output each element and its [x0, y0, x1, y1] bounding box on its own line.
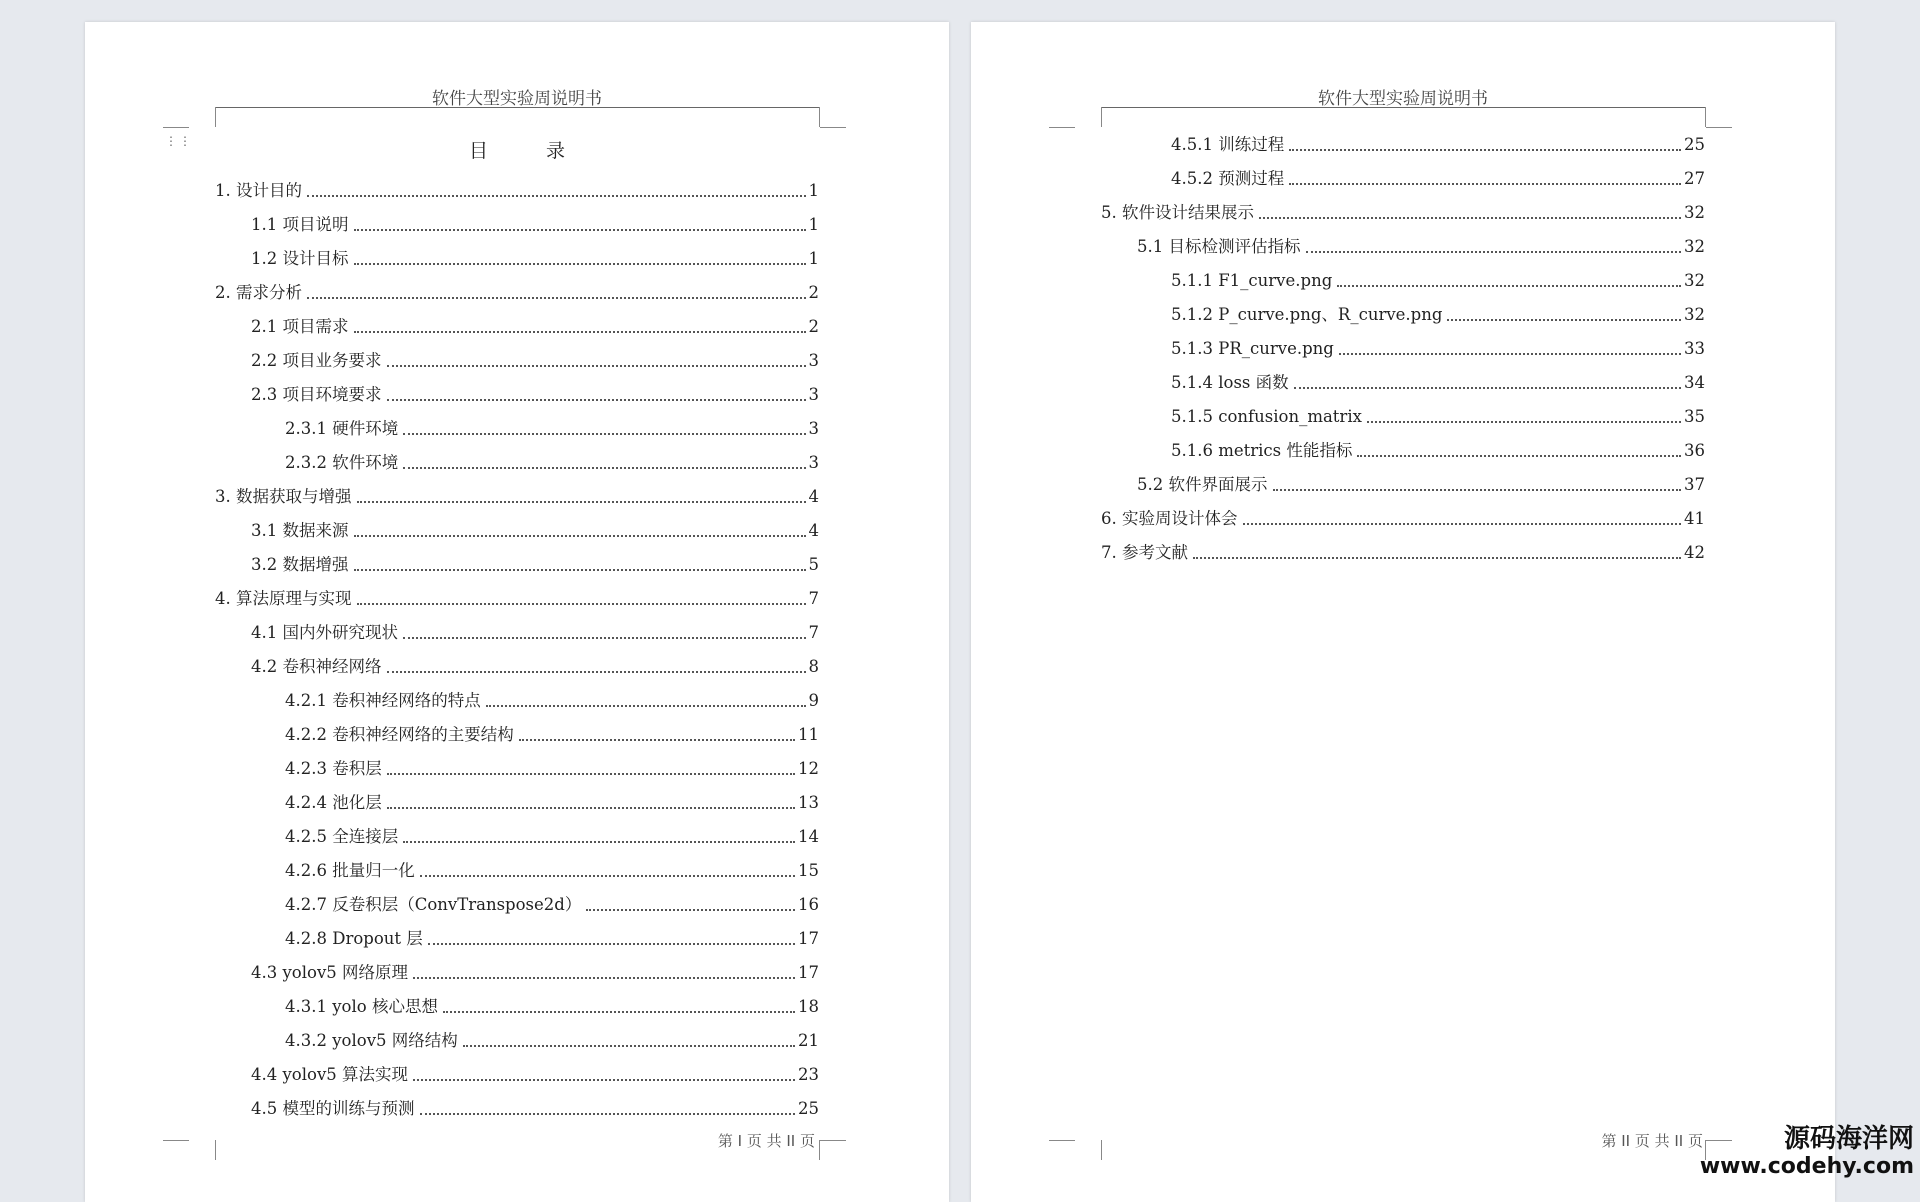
toc-entry-title: 5. 软件设计结果展示: [1101, 203, 1254, 222]
toc-dot-leader: [1259, 216, 1681, 219]
toc-entry[interactable]: [251, 654, 819, 678]
toc-dot-leader: [519, 738, 795, 741]
crop-mark-top-left: [189, 107, 216, 127]
toc-dot-leader: [403, 840, 795, 843]
toc-entry-page-number: 42: [1684, 543, 1705, 562]
toc-entry-title: 2.3 项目环境要求: [251, 385, 382, 404]
toc-entry-title: 3. 数据获取与增强: [215, 487, 352, 506]
toc-entry-page-number: 36: [1684, 441, 1705, 460]
toc-entry-title: 7. 参考文献: [1101, 543, 1188, 562]
watermark-line-2: www.codehy.com: [1699, 1154, 1914, 1179]
toc-entry[interactable]: [251, 314, 819, 338]
toc-entry[interactable]: [251, 518, 819, 542]
crop-mark-bottom-right: [819, 1140, 846, 1160]
document-page-1[interactable]: [85, 22, 949, 1202]
toc-entry[interactable]: [251, 382, 819, 406]
toc-entry-page-number: 7: [808, 623, 819, 642]
toc-entry-page-number: 25: [798, 1099, 819, 1118]
toc-entry[interactable]: [251, 620, 819, 644]
toc-entry-page-number: 1: [808, 215, 819, 234]
crop-mark-bottom-left: [1075, 1140, 1102, 1160]
toc-entry-title: 5.1.6 metrics 性能指标: [1171, 441, 1353, 460]
toc-entry-page-number: 11: [798, 725, 819, 744]
toc-entry[interactable]: [1101, 540, 1705, 564]
toc-entry-title: 1. 设计目的: [215, 181, 302, 200]
toc-entry-title: 2.1 项目需求: [251, 317, 349, 336]
toc-entry-page-number: 3: [808, 453, 819, 472]
toc-entry-title: 4.2.4 池化层: [285, 793, 382, 812]
toc-entry[interactable]: [285, 688, 819, 712]
toc-dot-leader: [486, 704, 806, 707]
toc-entry-page-number: 34: [1684, 373, 1705, 392]
page-footer: 第 I 页 共 II 页: [717, 1132, 815, 1150]
toc-entry-title: 4.5 模型的训练与预测: [251, 1099, 415, 1118]
toc-entry[interactable]: [1171, 302, 1705, 326]
toc-dot-leader: [1339, 352, 1681, 355]
toc-entry-title: 4.2.2 卷积神经网络的主要结构: [285, 725, 514, 744]
toc-entry-page-number: 37: [1684, 475, 1705, 494]
toc-entry-page-number: 5: [808, 555, 819, 574]
table-move-handle-icon[interactable]: ⋮⋮: [165, 134, 193, 148]
toc-dot-leader: [586, 908, 795, 911]
toc-entry-title: 5.1.3 PR_curve.png: [1171, 339, 1334, 358]
toc-dot-leader: [403, 466, 805, 469]
toc-dot-leader: [354, 534, 806, 537]
toc-entry-page-number: 4: [808, 521, 819, 540]
toc-entry[interactable]: [251, 348, 819, 372]
toc-entry-title: 5.1.1 F1_curve.png: [1171, 271, 1333, 290]
toc-dot-leader: [387, 670, 806, 673]
toc-dot-leader: [1337, 284, 1681, 287]
toc-dot-leader: [1294, 386, 1681, 389]
toc-title: 目 录: [468, 140, 592, 162]
page-footer: 第 II 页 共 II 页: [1601, 1132, 1703, 1150]
toc-entry[interactable]: [285, 926, 819, 950]
toc-entry-title: 3.2 数据增强: [251, 555, 349, 574]
toc-entry-title: 1.2 设计目标: [251, 249, 349, 268]
toc-entry[interactable]: [1171, 336, 1705, 360]
toc-entry-page-number: 1: [808, 181, 819, 200]
toc-entry-page-number: 12: [798, 759, 819, 778]
toc-dot-leader: [387, 772, 795, 775]
toc-entry-title: 3.1 数据来源: [251, 521, 349, 540]
toc-entry[interactable]: [285, 1028, 819, 1052]
toc-entry[interactable]: [251, 212, 819, 236]
toc-dot-leader: [387, 364, 806, 367]
toc-entry-page-number: 7: [808, 589, 819, 608]
toc-entry-title: 2.3.1 硬件环境: [285, 419, 399, 438]
toc-entry-title: 5.1.5 confusion_matrix: [1171, 407, 1362, 426]
toc-entry-title: 5.1 目标检测评估指标: [1137, 237, 1301, 256]
page-header-title: 软件大型实验周说明书: [1318, 89, 1488, 109]
toc-entry-title: 4.3.1 yolo 核心思想: [285, 997, 438, 1016]
toc-entry-page-number: 27: [1684, 169, 1705, 188]
header-rule: [1101, 107, 1705, 108]
watermark-logo: [1700, 1124, 1914, 1180]
toc-entry-title: 4.4 yolov5 算法实现: [251, 1065, 409, 1084]
toc-dot-leader: [387, 806, 795, 809]
toc-entry-title: 2. 需求分析: [215, 283, 302, 302]
toc-entry-page-number: 23: [798, 1065, 819, 1084]
toc-entry-title: 2.2 项目业务要求: [251, 351, 382, 370]
toc-entry-page-number: 32: [1684, 203, 1705, 222]
toc-entry-page-number: 4: [808, 487, 819, 506]
toc-dot-leader: [1447, 318, 1681, 321]
toc-entry[interactable]: [1171, 438, 1705, 462]
toc-entry-page-number: 1: [808, 249, 819, 268]
toc-entry-page-number: 3: [808, 351, 819, 370]
toc-entry-page-number: 25: [1684, 135, 1705, 154]
toc-entry[interactable]: [285, 722, 819, 746]
toc-dot-leader: [1273, 488, 1682, 491]
toc-entry-title: 4.2.3 卷积层: [285, 759, 382, 778]
toc-entry[interactable]: [215, 178, 819, 202]
toc-dot-leader: [463, 1044, 795, 1047]
toc-dot-leader: [420, 874, 795, 877]
toc-dot-leader: [1289, 182, 1681, 185]
toc-entry-page-number: 8: [808, 657, 819, 676]
toc-entry-page-number: 32: [1684, 305, 1705, 324]
toc-entry[interactable]: [1171, 132, 1705, 156]
toc-dot-leader: [354, 330, 806, 333]
crop-mark-bottom-left: [189, 1140, 216, 1160]
toc-entry-title: 4.1 国内外研究现状: [251, 623, 398, 642]
header-rule: [215, 107, 819, 108]
toc-entry[interactable]: [1171, 370, 1705, 394]
toc-dot-leader: [1289, 148, 1681, 151]
toc-dot-leader: [413, 1078, 795, 1081]
toc-dot-leader: [443, 1010, 795, 1013]
toc-entry-page-number: 21: [798, 1031, 819, 1050]
toc-entry-title: 4. 算法原理与实现: [215, 589, 352, 608]
toc-entry[interactable]: [285, 416, 819, 440]
toc-entry[interactable]: [1137, 234, 1705, 258]
toc-entry-title: 4.3 yolov5 网络原理: [251, 963, 409, 982]
toc-dot-leader: [357, 602, 806, 605]
toc-entry-page-number: 41: [1684, 509, 1705, 528]
toc-dot-leader: [307, 194, 806, 197]
toc-entry-title: 6. 实验周设计体会: [1101, 509, 1238, 528]
toc-entry[interactable]: [251, 552, 819, 576]
toc-entry[interactable]: [215, 280, 819, 304]
toc-entry-page-number: 15: [798, 861, 819, 880]
toc-entry-title: 5.1.2 P_curve.png、R_curve.png: [1171, 305, 1443, 324]
toc-entry[interactable]: [1171, 268, 1705, 292]
toc-dot-leader: [1193, 556, 1681, 559]
toc-dot-leader: [1357, 454, 1681, 457]
toc-dot-leader: [1367, 420, 1681, 423]
toc-entry-title: 4.5.1 训练过程: [1171, 135, 1285, 154]
toc-entry-title: 4.2.8 Dropout 层: [285, 929, 423, 948]
toc-entry[interactable]: [215, 484, 819, 508]
toc-entry-page-number: 17: [798, 929, 819, 948]
toc-entry-page-number: 13: [798, 793, 819, 812]
toc-entry-page-number: 33: [1684, 339, 1705, 358]
toc-entry[interactable]: [251, 960, 819, 984]
toc-entry-page-number: 35: [1684, 407, 1705, 426]
toc-entry[interactable]: [251, 1096, 819, 1120]
toc-entry[interactable]: [1101, 200, 1705, 224]
toc-entry[interactable]: [215, 586, 819, 610]
toc-entry-title: 5.2 软件界面展示: [1137, 475, 1268, 494]
toc-dot-leader: [354, 228, 806, 231]
toc-entry[interactable]: [285, 994, 819, 1018]
watermark-line-1: 源码海洋网: [1783, 1124, 1914, 1154]
toc-entry-page-number: 3: [808, 385, 819, 404]
toc-entry-page-number: 16: [798, 895, 819, 914]
toc-entry-title: 4.2.6 批量归一化: [285, 861, 415, 880]
toc-dot-leader: [1243, 522, 1682, 525]
toc-entry[interactable]: [1171, 404, 1705, 428]
toc-dot-leader: [413, 976, 795, 979]
toc-dot-leader: [403, 432, 805, 435]
toc-entry-title: 1.1 项目说明: [251, 215, 349, 234]
toc-entry[interactable]: [285, 756, 819, 780]
crop-mark-top-left: [1075, 107, 1102, 127]
toc-entry[interactable]: [1137, 472, 1705, 496]
toc-dot-leader: [1306, 250, 1682, 253]
toc-dot-leader: [357, 500, 806, 503]
toc-dot-leader: [403, 636, 806, 639]
toc-dot-leader: [428, 942, 795, 945]
toc-entry-page-number: 2: [808, 317, 819, 336]
toc-entry-page-number: 17: [798, 963, 819, 982]
toc-entry[interactable]: [285, 824, 819, 848]
document-page-2[interactable]: [971, 22, 1835, 1202]
crop-mark-top-right: [1705, 107, 1732, 127]
toc-dot-leader: [354, 262, 806, 265]
toc-entry-title: 4.2.1 卷积神经网络的特点: [285, 691, 481, 710]
toc-dot-leader: [354, 568, 806, 571]
page-header-title: 软件大型实验周说明书: [432, 89, 602, 109]
toc-entry-page-number: 18: [798, 997, 819, 1016]
toc-entry-title: 5.1.4 loss 函数: [1171, 373, 1289, 392]
toc-entry[interactable]: [251, 1062, 819, 1086]
toc-entry[interactable]: [1171, 166, 1705, 190]
toc-entry-page-number: 9: [808, 691, 819, 710]
toc-entry[interactable]: [1101, 506, 1705, 530]
toc-entry-page-number: 32: [1684, 271, 1705, 290]
toc-entry-page-number: 32: [1684, 237, 1705, 256]
toc-dot-leader: [307, 296, 806, 299]
toc-entry-page-number: 2: [808, 283, 819, 302]
toc-entry-title: 4.2.5 全连接层: [285, 827, 399, 846]
toc-entry[interactable]: [285, 790, 819, 814]
toc-entry[interactable]: [251, 246, 819, 270]
crop-mark-top-right: [819, 107, 846, 127]
toc-entry-title: 4.2 卷积神经网络: [251, 657, 382, 676]
toc-entry[interactable]: [285, 858, 819, 882]
toc-entry-title: 4.2.7 反卷积层（ConvTranspose2d）: [285, 895, 582, 914]
toc-entry-page-number: 3: [808, 419, 819, 438]
toc-entry[interactable]: [285, 450, 819, 474]
toc-dot-leader: [387, 398, 806, 401]
toc-entry-page-number: 14: [798, 827, 819, 846]
toc-dot-leader: [420, 1112, 796, 1115]
toc-entry-title: 4.5.2 预测过程: [1171, 169, 1285, 188]
toc-entry[interactable]: [285, 892, 819, 916]
toc-entry-title: 4.3.2 yolov5 网络结构: [285, 1031, 458, 1050]
toc-entry-title: 2.3.2 软件环境: [285, 453, 399, 472]
